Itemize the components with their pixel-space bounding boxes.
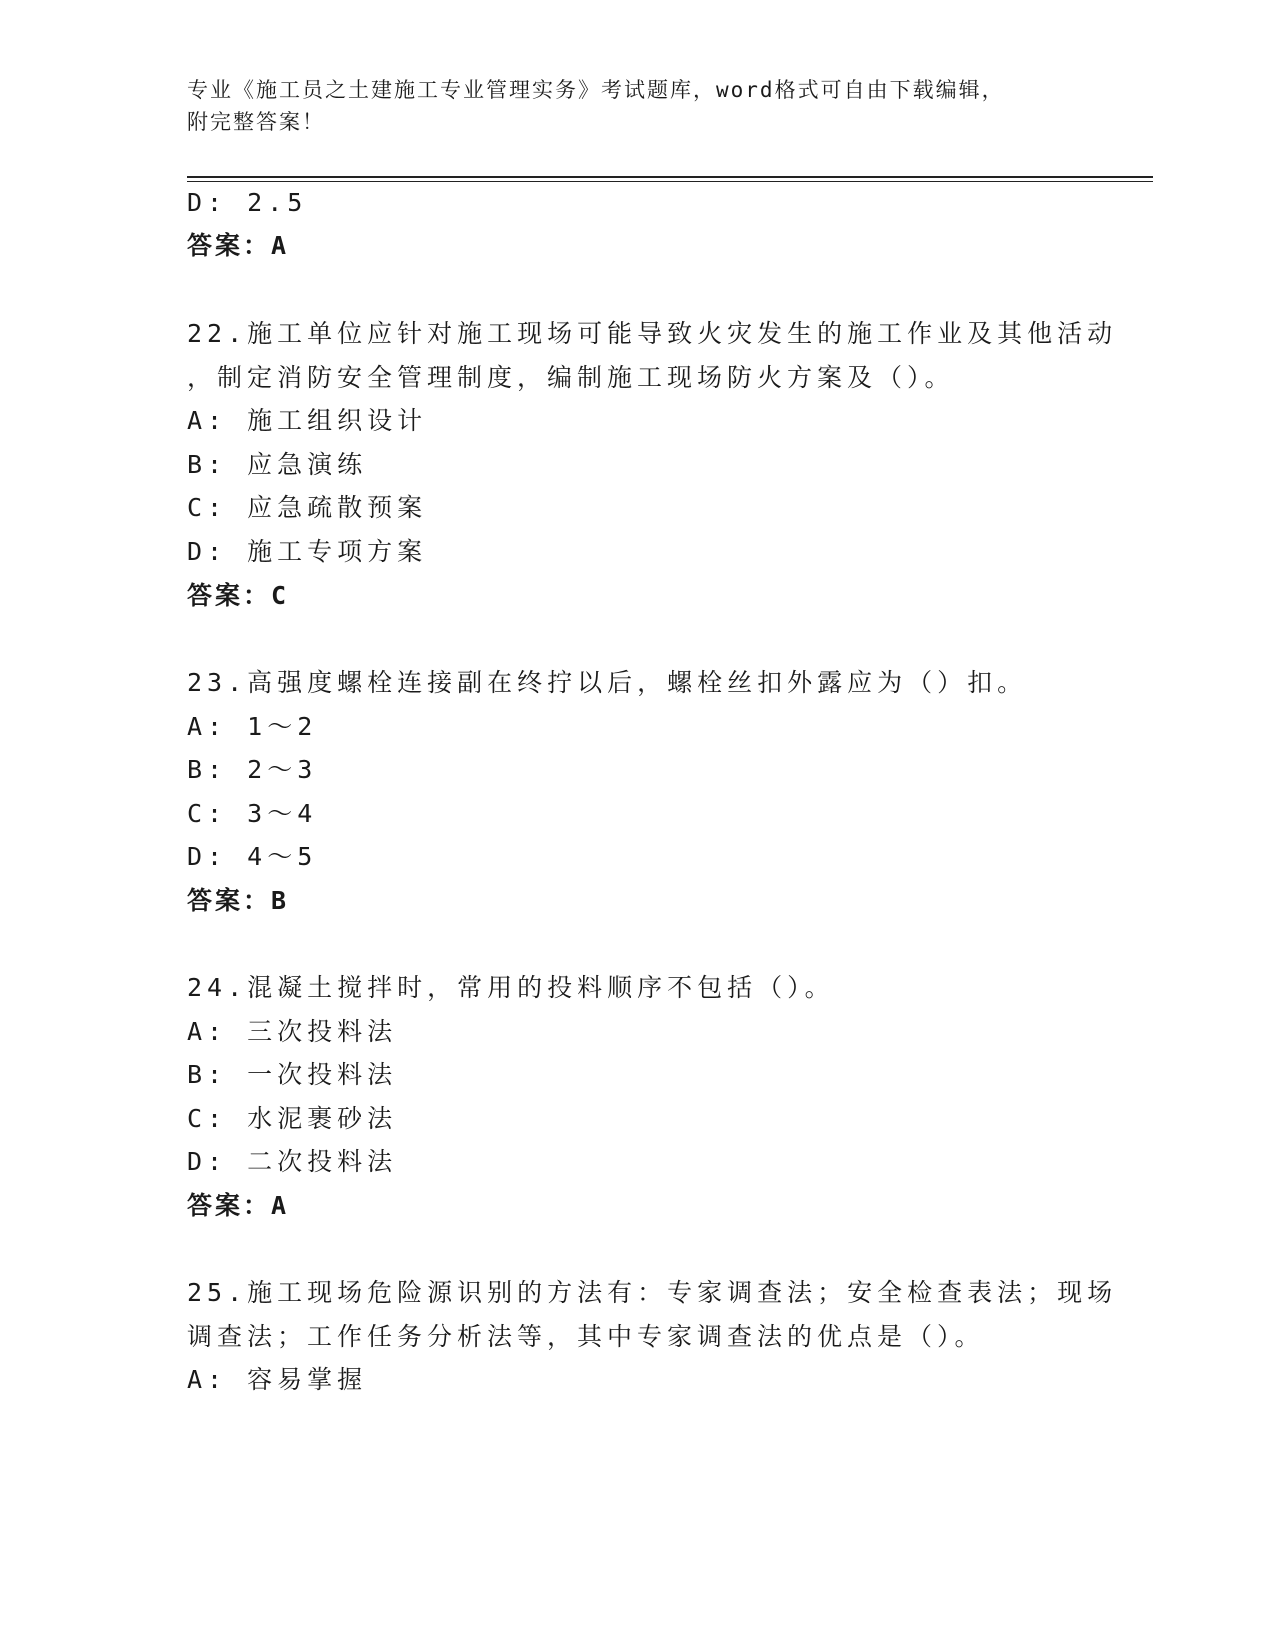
q25-option-a: A: 容易掌握 bbox=[187, 1365, 368, 1394]
q22-option-d: D: 施工专项方案 bbox=[187, 537, 428, 566]
q22-option-a: A: 施工组织设计 bbox=[187, 406, 428, 435]
q24-stem-line-1: 24.混凝土搅拌时，常用的投料顺序不包括（）。 bbox=[187, 973, 835, 1002]
header-divider-thick bbox=[187, 176, 1153, 178]
q24-option-d: D: 二次投料法 bbox=[187, 1147, 398, 1176]
prev-answer: 答案：A bbox=[187, 231, 290, 260]
q24-option-a: A: 三次投料法 bbox=[187, 1017, 398, 1046]
q22-option-c: C: 应急疏散预案 bbox=[187, 493, 428, 522]
q23-stem-line-1: 23.高强度螺栓连接副在终拧以后，螺栓丝扣外露应为（）扣。 bbox=[187, 668, 1028, 697]
q23-option-a: A: 1～2 bbox=[187, 712, 318, 741]
q23-answer: 答案：B bbox=[187, 886, 290, 915]
q24-option-c: C: 水泥裹砂法 bbox=[187, 1104, 398, 1133]
page-header bbox=[187, 74, 1087, 138]
header-divider-thin bbox=[187, 181, 1153, 182]
q23-option-b: B: 2～3 bbox=[187, 755, 318, 784]
q22-answer: 答案：C bbox=[187, 581, 290, 610]
q23-option-d: D: 4～5 bbox=[187, 842, 318, 871]
prev-option-d: D: 2.5 bbox=[187, 188, 308, 217]
q22-option-b: B: 应急演练 bbox=[187, 450, 368, 479]
header-line-1: 专业《施工员之土建施工专业管理实务》考试题库，word格式可自由下载编辑， bbox=[187, 78, 1005, 102]
q24-option-b: B: 一次投料法 bbox=[187, 1060, 398, 1089]
header-line-2: 附完整答案！ bbox=[187, 110, 325, 134]
q22-stem-line-2: ，制定消防安全管理制度，编制施工现场防火方案及（）。 bbox=[187, 363, 955, 392]
q23-option-c: C: 3～4 bbox=[187, 799, 318, 828]
q24-answer: 答案：A bbox=[187, 1191, 290, 1220]
q25-stem-line-2: 调查法；工作任务分析法等，其中专家调查法的优点是（）。 bbox=[187, 1322, 985, 1351]
q22-stem-line-1: 22.施工单位应针对施工现场可能导致火灾发生的施工作业及其他活动 bbox=[187, 319, 1118, 348]
q25-stem-line-1: 25.施工现场危险源识别的方法有：专家调查法；安全检查表法；现场 bbox=[187, 1278, 1118, 1307]
